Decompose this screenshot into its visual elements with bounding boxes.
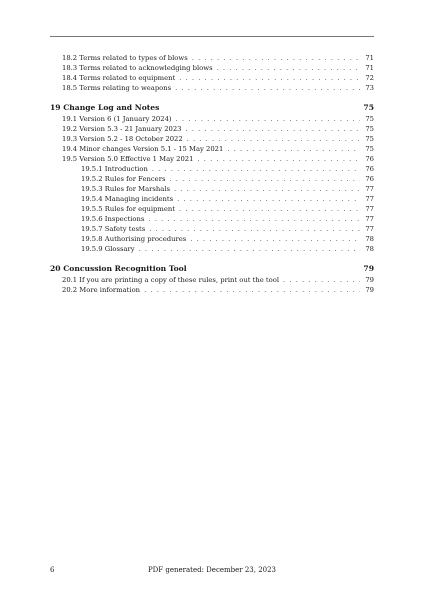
table-of-contents	[50, 53, 374, 295]
toc-subentry[interactable]	[50, 244, 374, 254]
toc-entry-label: 19.2 Version 5.3 - 21 January 2023	[62, 125, 182, 133]
toc-entry-label: 18.4 Terms related to equipment	[62, 74, 176, 82]
dot-leader	[217, 63, 360, 73]
toc-entry-label: 19.5.4 Managing incidents	[81, 195, 174, 203]
toc-entry[interactable]	[50, 144, 374, 154]
toc-entry[interactable]	[50, 275, 374, 285]
toc-entry-page: 79	[365, 286, 374, 294]
toc-entry-page: 71	[365, 64, 374, 72]
toc-entry[interactable]	[50, 285, 374, 295]
toc-entry-page: 78	[365, 245, 374, 253]
toc-subentry[interactable]	[50, 174, 374, 184]
toc-entry-label: 20.2 More information	[62, 286, 141, 294]
toc-entry-label: 19.5.5 Rules for equipment	[81, 205, 175, 213]
toc-subentry[interactable]	[50, 164, 374, 174]
dot-leader	[177, 194, 360, 204]
dot-leader	[169, 174, 360, 184]
toc-entry-page: 79	[365, 276, 374, 284]
dot-leader	[179, 73, 360, 83]
toc-entry-label: 19.3 Version 5.2 - 18 October 2022	[62, 135, 183, 143]
toc-entry-label: 19.5.2 Rules for Fencers	[81, 175, 166, 183]
toc-entry-label: 20.1 If you are printing a copy of these rules, print out the tool	[62, 276, 280, 284]
toc-subentry[interactable]	[50, 204, 374, 214]
toc-entry-label: 19.5.9 Glossary	[81, 245, 135, 253]
toc-entry-label: 18.2 Terms related to types of blows	[62, 54, 188, 62]
dot-leader	[175, 83, 360, 93]
toc-entry[interactable]	[50, 124, 374, 134]
footer-page-number: 6	[50, 566, 55, 574]
toc-entry-label: 19.5.3 Rules for Marshals	[81, 185, 170, 193]
toc-entry[interactable]	[50, 114, 374, 124]
toc-section-page: 75	[363, 103, 374, 112]
toc-subentry[interactable]	[50, 234, 374, 244]
toc-section-page: 79	[363, 264, 374, 273]
dot-leader	[179, 204, 360, 214]
dot-leader	[197, 154, 360, 164]
toc-entry-label: 18.3 Terms related to acknowledging blows	[62, 64, 213, 72]
toc-entry-label: 19.5.6 Inspections	[81, 215, 145, 223]
toc-entry-page: 72	[365, 74, 374, 82]
page-footer	[50, 565, 374, 575]
toc-entry[interactable]	[50, 83, 374, 93]
toc-entry-page: 75	[365, 125, 374, 133]
toc-entry-page: 71	[365, 54, 374, 62]
toc-entry-label: 19.5.8 Authorising procedures	[81, 235, 187, 243]
toc-section-title: 20 Concussion Recognition Tool	[50, 264, 187, 273]
toc-entry-page: 77	[365, 215, 374, 223]
dot-leader	[190, 234, 360, 244]
toc-subentry[interactable]	[50, 184, 374, 194]
toc-entry-page: 76	[365, 175, 374, 183]
toc-entry-label: 19.4 Minor changes Version 5.1 - 15 May 2021	[62, 145, 224, 153]
dot-leader	[176, 114, 360, 124]
dot-leader	[186, 124, 360, 134]
toc-entry[interactable]	[50, 134, 374, 144]
toc-entry-label: 19.5 Version 5.0 Effective 1 May 2021	[62, 155, 194, 163]
dot-leader	[144, 285, 360, 295]
footer-generated-date: PDF generated: December 23, 2023	[147, 566, 277, 574]
toc-entry-page: 75	[365, 145, 374, 153]
toc-entry-label: 19.1 Version 6 (1 January 2024)	[62, 115, 172, 123]
toc-entry-page: 77	[365, 225, 374, 233]
toc-entry[interactable]	[50, 73, 374, 83]
dot-leader	[152, 164, 360, 174]
toc-entry-page: 77	[365, 195, 374, 203]
toc-section-heading[interactable]	[50, 102, 374, 114]
toc-entry[interactable]	[50, 63, 374, 73]
toc-entry-page: 73	[365, 84, 374, 92]
toc-entry-page: 75	[365, 135, 374, 143]
toc-section-title: 19 Change Log and Notes	[50, 103, 160, 112]
dot-leader	[139, 244, 360, 254]
dot-leader	[283, 275, 360, 285]
toc-entry-page: 75	[365, 115, 374, 123]
toc-entry-label: 19.5.1 Introduction	[81, 165, 148, 173]
dot-leader	[149, 224, 360, 234]
toc-entry-page: 76	[365, 155, 374, 163]
toc-section-heading[interactable]	[50, 263, 374, 275]
toc-entry-page: 76	[365, 165, 374, 173]
toc-entry-page: 77	[365, 205, 374, 213]
toc-subentry[interactable]	[50, 214, 374, 224]
dot-leader	[227, 144, 360, 154]
toc-entry[interactable]	[50, 53, 374, 63]
header-rule	[50, 36, 374, 37]
dot-leader	[148, 214, 360, 224]
toc-entry[interactable]	[50, 154, 374, 164]
toc-entry-label: 19.5.7 Safety tests	[81, 225, 146, 233]
toc-subentry[interactable]	[50, 224, 374, 234]
toc-entry-page: 78	[365, 235, 374, 243]
dot-leader	[174, 184, 360, 194]
dot-leader	[192, 53, 360, 63]
toc-entry-label: 18.5 Terms relating to weapons	[62, 84, 172, 92]
toc-entry-page: 77	[365, 185, 374, 193]
dot-leader	[187, 134, 360, 144]
toc-subentry[interactable]	[50, 194, 374, 204]
